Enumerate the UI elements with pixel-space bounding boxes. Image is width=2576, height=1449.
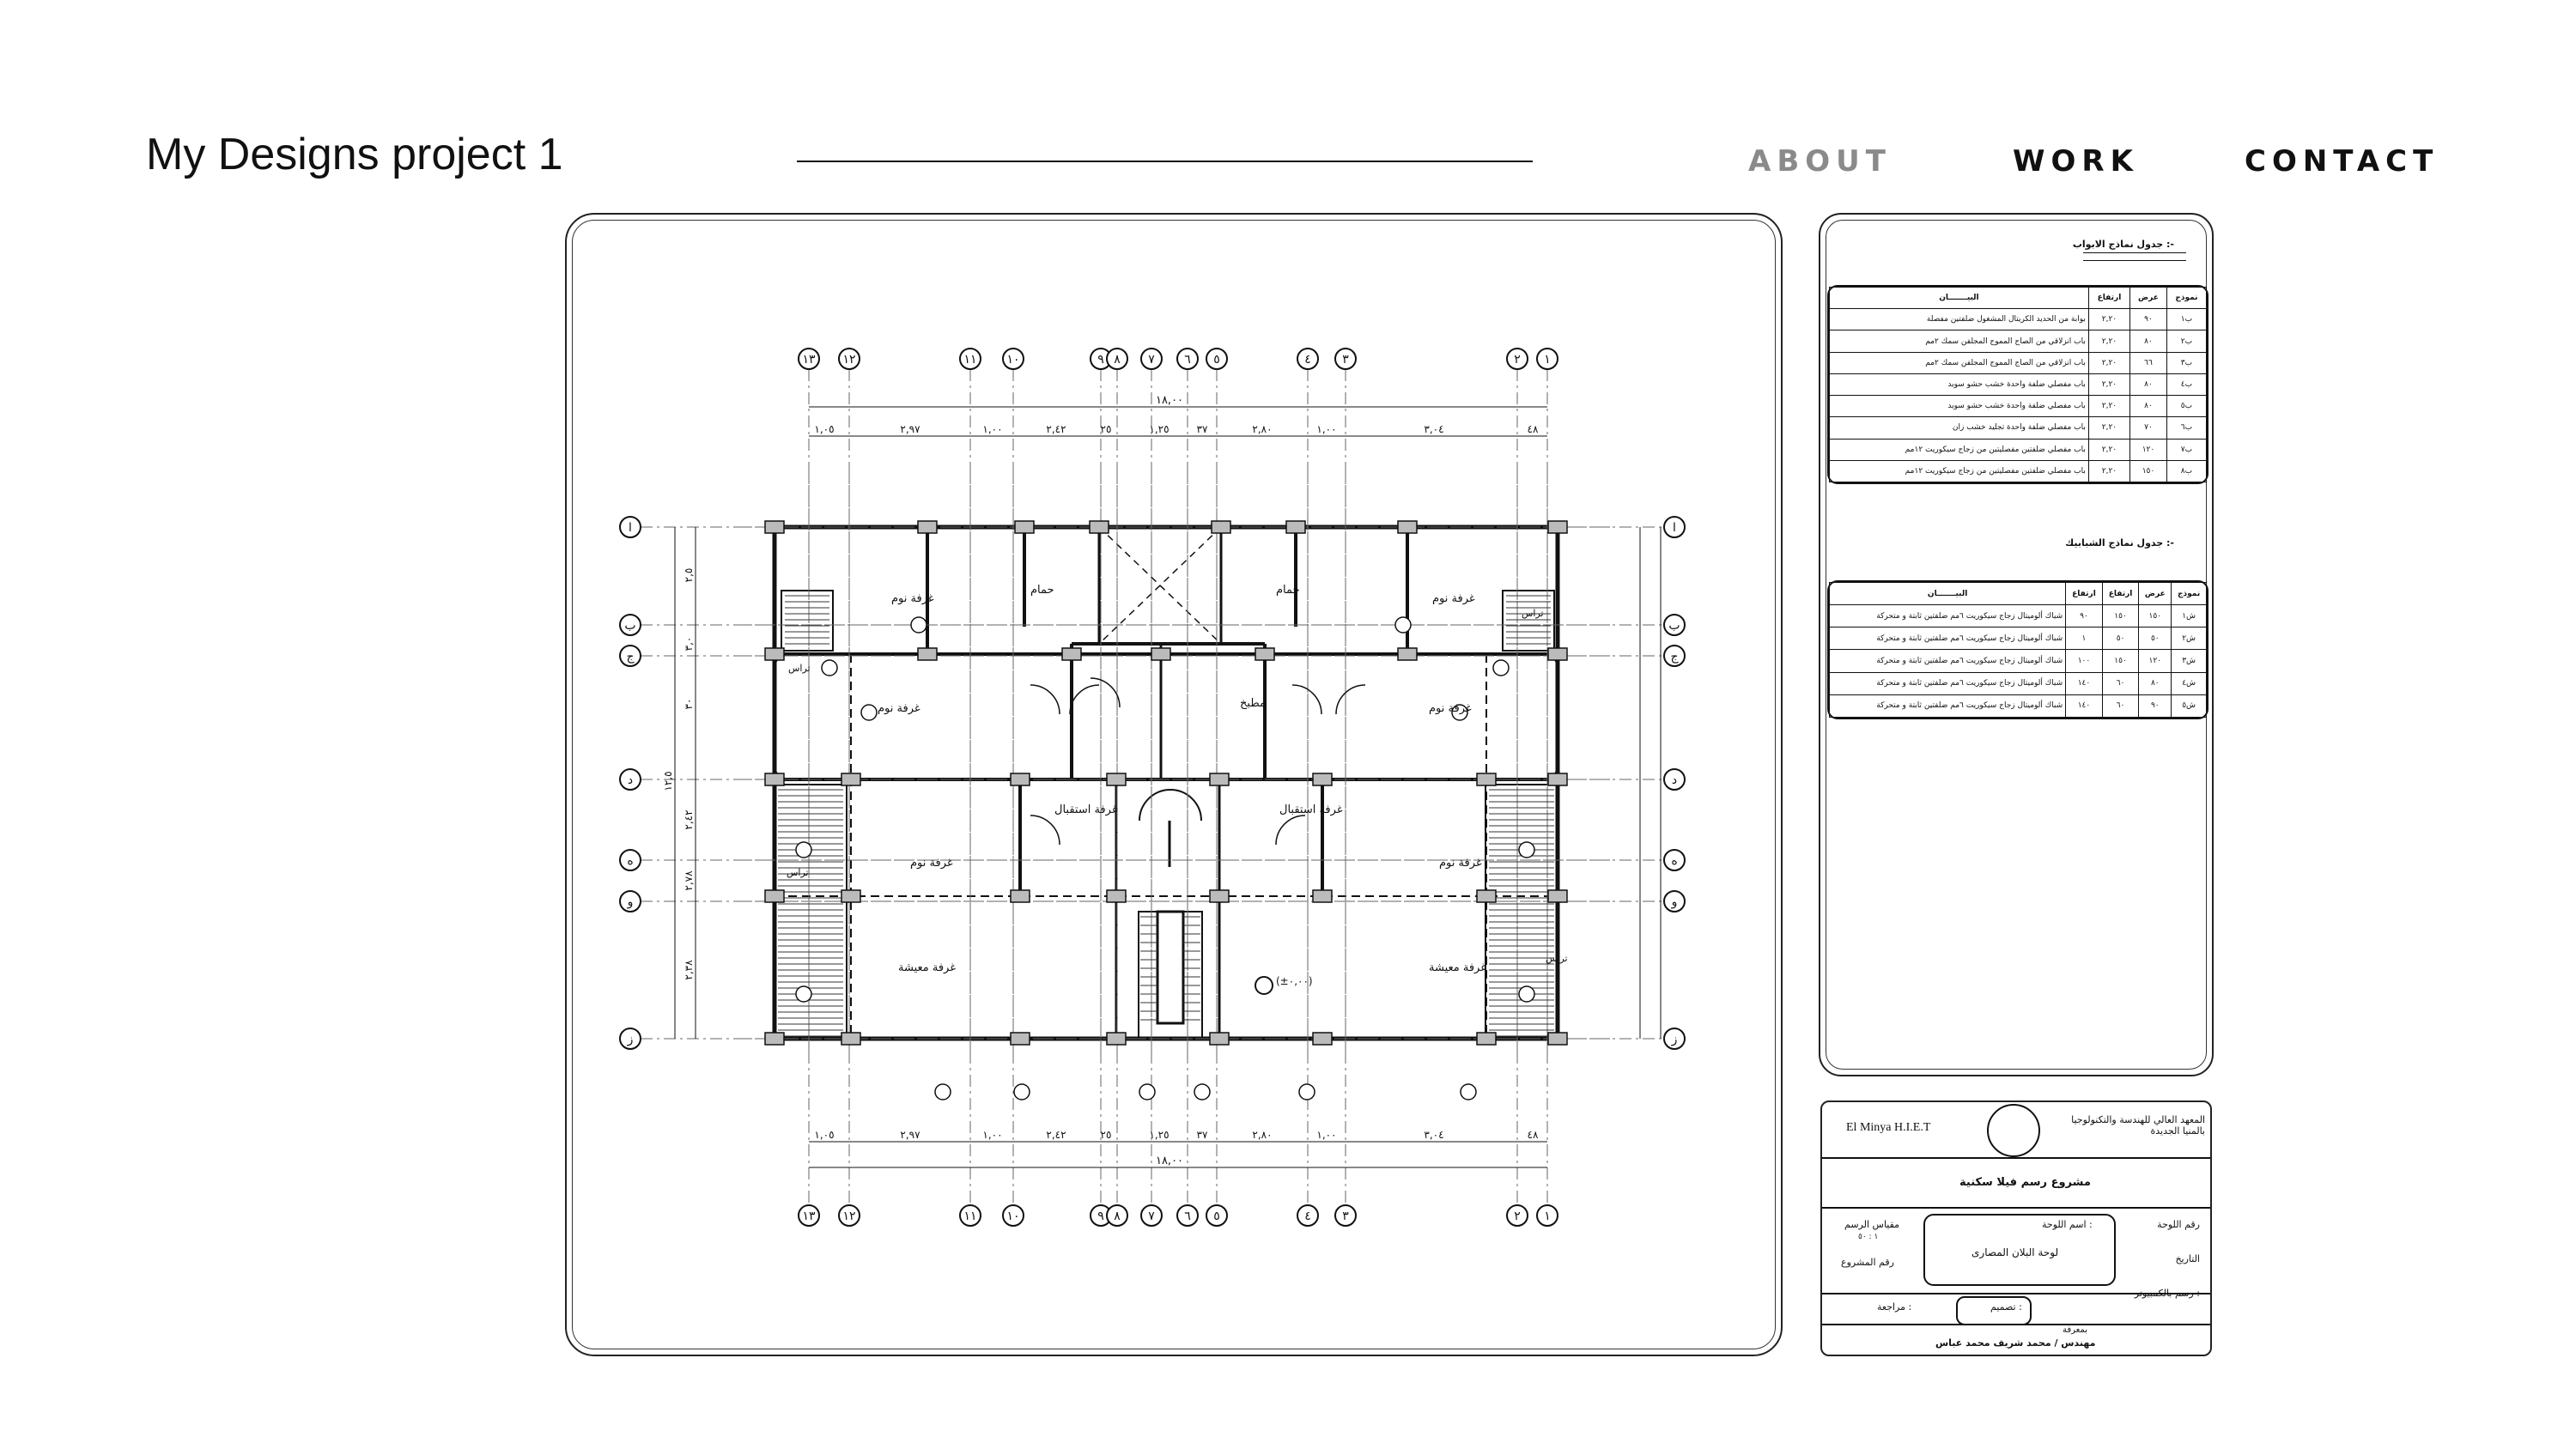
site-title: My Designs project 1 [146,130,563,179]
dimension-label: ٢٥ [1100,423,1112,435]
column [1398,648,1417,660]
row-value: ٨٠ [2130,396,2167,417]
row-value: ٢,٢٠ [2088,373,2129,395]
row-value: ٢,٢٠ [2088,460,2129,482]
room-label: غرفة نوم [910,857,953,870]
column [765,1033,784,1045]
floor-plan-drawing [567,215,1781,1355]
row-value: ب٧ [2166,439,2206,460]
column [1212,521,1230,533]
column [841,890,860,902]
header-divider [797,161,1533,162]
grid-bubble-label: ١ [1544,353,1551,367]
doors-title-underline [2083,252,2186,261]
dimension-label: ٢,٤٢ [1046,1129,1066,1141]
table-row [1830,672,2207,694]
grid-bubble-label: ١٠ [1006,353,1020,367]
dimension-label: ٣٧ [1196,1129,1208,1141]
dimension-label: ٢,٤٢ [1046,423,1066,435]
dimension-label: ١٢,٥ [662,771,674,791]
room-label: غرفة نوم [891,592,934,605]
grid-bubble-label: ا [1673,521,1676,535]
title-block [1820,1100,2212,1356]
dimension-label: ١,٠٥ [814,1129,835,1141]
grid-bubble-label: ٦ [1184,353,1191,367]
row-value: ٦٠ [2102,694,2139,717]
grid-bubble-label: ٥ [1213,353,1220,367]
dimension-label: ١,٠٠ [982,423,1003,435]
row-description: بوابة من الحديد الكريتال المشغول ضلفتين مفصلة [1830,309,2089,330]
column [1011,890,1030,902]
table-row [1830,352,2207,373]
column [841,773,860,785]
review-label: مراجعة : [1877,1301,1912,1313]
row-description: باب مفصلي ضلفتين مفصليتين من زجاج سيكوريت ١٢مم [1830,460,2089,482]
room-label: غرفة معيشة [898,961,957,974]
grid-bubble-label: ١ [1544,1210,1551,1223]
dimension-label: ١,٠٠ [1316,1129,1337,1141]
table-row [1830,373,2207,395]
row-value: ب٢ [2166,330,2206,352]
dimension-label: ٣٠ [683,698,695,710]
doors-schedule-title: جدول نماذج الابواب :- [2072,239,2174,250]
column [1090,521,1109,533]
table-row [1830,396,2207,417]
door-swing [1292,685,1321,714]
row-value: ٩٠ [2066,605,2103,627]
row-description: باب انزلاقي من الصاج المموج المجلفن سمك ٢مم [1830,330,2089,352]
floor-plan-panel [565,213,1783,1356]
project-name: مشروع رسم فيلا سكنية [1959,1176,2091,1189]
table-row [1830,605,2207,627]
doors-schedule-table [1827,285,2208,484]
row-value: ٢,٢٠ [2088,352,2129,373]
table-row [1830,627,2207,650]
column [765,890,784,902]
institute-name-en: El Minya H.I.E.T [1846,1121,1931,1134]
column-header: ارتفاع [2066,583,2103,605]
row-value: ١٢٠ [2139,650,2172,672]
row-value: ب٤ [2166,373,2206,395]
row-value: ب٥ [2166,396,2206,417]
grid-bubble-label: ز [1671,1033,1678,1046]
windows-schedule-table [1827,580,2208,719]
window-tag [822,660,837,676]
room-label: غرفة نوم [1439,857,1482,870]
row-description: باب مفصلي ضلفة واحدة خشب حشو سويد [1830,396,2089,417]
column [1151,648,1170,660]
row-value: ش٤ [2172,672,2207,694]
room-label: غرفة نوم [878,702,920,715]
dimension-label: ٢,٩٧ [900,1129,920,1141]
table-row [1830,650,2207,672]
column [1548,890,1567,902]
table-row [1830,460,2207,482]
column [1477,1033,1496,1045]
room-label: غرفة نوم [1429,702,1472,715]
dimension-label: ٢,٤٢ [683,809,695,830]
made-by-label: بمعرفة [2063,1325,2088,1335]
room-label: تراس [1546,953,1568,964]
grid-bubble-label: د [627,773,634,787]
row-value: ب١ [2166,309,2206,330]
dimension-label: ١,٠٠ [982,1129,1003,1141]
row-value: ب٦ [2166,417,2206,439]
door-swing [1336,685,1365,714]
grid-bubble-label: ١٢ [842,1210,856,1223]
grid-bubble-label: ٣ [1342,1210,1349,1223]
dimension-total-label: ١٨,٠٠ [1155,1155,1184,1167]
column [1210,1033,1229,1045]
column [1062,648,1081,660]
row-value: ٢,٢٠ [2088,309,2129,330]
window-tag [935,1084,951,1100]
grid-bubble-label: ٦ [1184,1210,1191,1223]
column-header: نموذج [2166,288,2206,309]
column-header: ارتفاع [2102,583,2139,605]
dimension-label: ٢,٨٠ [1252,1129,1273,1141]
grid-bubble-label: ج [626,650,635,664]
dimension-label: ١,٢٥ [1149,423,1170,435]
row-value: ٦٠ [2102,672,2139,694]
column [1107,773,1126,785]
row-value: ٥٠ [2139,627,2172,650]
dimension-label: ٣,٠٤ [1424,1129,1444,1141]
column [1398,521,1417,533]
row-description: باب مفصلي ضلفة واحدة تجليد خشب زان [1830,417,2089,439]
column [1548,1033,1567,1045]
table-row [1830,439,2207,460]
column [1011,773,1030,785]
row-value: ٥٠ [2102,627,2139,650]
row-description: باب مفصلي ضلفة واحدة خشب حشو سويد [1830,373,2089,395]
grid-bubble-label: ٩ [1097,1210,1104,1223]
column-header: عرض [2130,288,2167,309]
column [1210,773,1229,785]
door-swing [1070,685,1099,714]
window-tag [911,617,927,633]
window-tag [861,705,877,720]
room-label: غرفة استقبال [1279,803,1343,816]
date-label: التاريخ [2175,1253,2200,1264]
room-label: تراس [787,867,809,878]
scale-label: مقياس الرسم [1844,1219,1900,1230]
engineer-name: مهندس / محمد شريف محمد عباس [1935,1337,2096,1349]
column [1011,1033,1030,1045]
row-value: ش٣ [2172,650,2207,672]
row-value: ١٥٠ [2130,460,2167,482]
room-label: مطبخ [1240,697,1266,710]
grid-bubble-label: و [1671,895,1678,909]
dimension-label: ٤٨ [1527,1129,1539,1141]
column [1107,890,1126,902]
grid-bubble-label: ٩ [1097,353,1104,367]
column [765,773,784,785]
grid-bubble-label: ١٠ [1006,1210,1020,1223]
level-marker [1255,977,1273,994]
window-tag [1493,660,1509,676]
row-value: ١٥٠ [2102,650,2139,672]
column [1313,890,1332,902]
project-no-label: رقم المشروع [1841,1257,1894,1268]
title-block-row-divider [1822,1157,2210,1159]
nav-about-link[interactable]: ABOUT [1748,144,1892,179]
column [1548,773,1567,785]
column [1477,890,1496,902]
door-swing [1030,685,1060,714]
row-value: ٦٦ [2130,352,2167,373]
institute-logo [1987,1104,2040,1157]
dimension-label: ٢,٧٨ [683,870,695,891]
row-description: باب انزلاقي من الصاج المموج المجلفن سمك ٢مم [1830,352,2089,373]
grid-bubble-label: ٧ [1148,1210,1155,1223]
dimension-label: ٣,٠٤ [1424,423,1444,435]
window-tag [1299,1084,1315,1100]
row-description: شباك ألوميتال زجاج سيكوريت ٦مم ضلفتين ثابتة و متحركة [1830,650,2066,672]
row-value: ب٨ [2166,460,2206,482]
column-header: نموذج [2172,583,2207,605]
grid-bubble-label: ١١ [963,353,977,367]
room-label: تراس [788,663,811,674]
grid-bubble-label: ١٢ [842,353,856,367]
dimension-label: ٤٨ [1527,423,1539,435]
row-value: ١٤٠ [2066,694,2103,717]
column [1015,521,1034,533]
grid-bubble-label: ٤ [1304,353,1311,367]
title-block-row-divider [1822,1207,2210,1209]
row-value: ٢,٢٠ [2088,439,2129,460]
column [918,648,937,660]
window-tag [1194,1084,1210,1100]
door-swing [1030,815,1060,845]
row-value: ٨٠ [2130,330,2167,352]
table-row [1830,309,2207,330]
design-label: تصميم : [1990,1301,2022,1313]
grid-bubble-label: ه [627,854,634,868]
row-value: ١٠٠ [2066,650,2103,672]
grid-bubble-label: ٧ [1148,353,1155,367]
grid-bubble-label: ج [1670,650,1679,664]
dimension-label: ٢٥ [1100,1129,1112,1141]
column [765,521,784,533]
window-tag [796,842,811,858]
column [1477,773,1496,785]
row-description: شباك ألوميتال زجاج سيكوريت ٦مم ضلفتين ثابتة و متحركة [1830,627,2066,650]
dimension-total-label: ١٨,٠٠ [1155,394,1184,407]
row-value: ش١ [2172,605,2207,627]
institute-name-ar: المعهد العالي للهندسة والتكنولوجيا بالمنيا الجديدة [2071,1114,2205,1137]
row-value: ١ [2066,627,2103,650]
grid-bubble-label: ٤ [1304,1210,1311,1223]
grid-bubble-label: ٢ [1514,353,1521,367]
row-value: ١٤٠ [2066,672,2103,694]
window-tag [1395,617,1411,633]
table-row [1830,694,2207,717]
windows-schedule-title: جدول نماذج الشبابيك :- [2065,537,2174,549]
dimension-label: ٢,٩٧ [900,423,920,435]
row-description: باب مفصلي ضلفتين مفصليتين من زجاج سيكوريت ١٢مم [1830,439,2089,460]
row-value: ٢,٢٠ [2088,417,2129,439]
row-description: شباك ألوميتال زجاج سيكوريت ٦مم ضلفتين ثابتة و متحركة [1830,672,2066,694]
dimension-label: ١,٠٠ [1316,423,1337,435]
column [1548,521,1567,533]
column [1313,1033,1332,1045]
grid-bubble-label: د [1671,773,1678,787]
nav-contact-link[interactable]: CONTACT [2245,144,2439,179]
sheet-name: لوحة البلان المصارى [1971,1246,2059,1258]
row-value: ٩٠ [2130,309,2167,330]
grid-bubble-label: ١١ [963,1210,977,1223]
room-label: غرفة استقبال [1054,803,1118,816]
grid-bubble-label: ٢ [1514,1210,1521,1223]
door-swing [1091,678,1120,707]
grid-bubble-label: ١٣ [802,1210,816,1223]
column-header: البيـــــــان [1830,288,2089,309]
window-tag [1014,1084,1030,1100]
row-value: ٢,٢٠ [2088,396,2129,417]
room-label: حمام [1030,584,1054,597]
column [918,521,937,533]
grid-bubble-label: ٣ [1342,353,1349,367]
row-value: ٨٠ [2130,373,2167,395]
table-row [1830,417,2207,439]
row-value: ١٢٠ [2130,439,2167,460]
room-label: غرفة معيشة [1429,961,1487,974]
dimension-label: ٢,٨٠ [1252,423,1273,435]
window-tag [1139,1084,1155,1100]
table-row [1830,330,2207,352]
room-label: حمام [1276,584,1300,597]
grid-bubble-label: ب [624,619,636,633]
column [1255,648,1274,660]
door-swing [1276,815,1305,845]
sheet-no-label: رقم اللوحة [2157,1219,2200,1230]
column-header: عرض [2139,583,2172,605]
grid-bubble-label: ب [1668,619,1680,633]
column-header: البيـــــــان [1830,583,2066,605]
dimension-label: ٢,٣٨ [683,960,695,980]
row-value: ١٥٠ [2102,605,2139,627]
grid-bubble-label: و [627,895,634,909]
row-value: ٨٠ [2139,672,2172,694]
grid-bubble-label: ٨ [1114,353,1121,367]
grid-bubble-label: ز [627,1033,634,1046]
row-value: ١٥٠ [2139,605,2172,627]
dimension-label: ١,٢٥ [1149,1129,1170,1141]
sheet-name-label: اسم اللوحة : [2042,1219,2093,1230]
level-label: (±٠,٠٠) [1276,975,1313,987]
cad-label: رسم بالكمبيوتر : [2134,1288,2200,1299]
column [1286,521,1305,533]
row-value: ش٢ [2172,627,2207,650]
column [1548,648,1567,660]
window-tag [1519,842,1534,858]
schedules-panel [1819,213,2214,1076]
nav-work-link[interactable]: WORK [2013,144,2139,179]
dimension-label: ٢,٥ [683,567,695,583]
row-value: ش٥ [2172,694,2207,717]
grid-bubble-label: ٨ [1114,1210,1121,1223]
dimension-label: ٣,٠ [683,636,695,652]
grid-bubble-label: ا [629,521,632,535]
window-tag [1461,1084,1476,1100]
column [1313,773,1332,785]
grid-bubble-label: ١٣ [802,353,816,367]
row-value: ٩٠ [2139,694,2172,717]
row-description: شباك ألوميتال زجاج سيكوريت ٦مم ضلفتين ثابتة و متحركة [1830,694,2066,717]
window-tag [796,986,811,1002]
grid-bubble-label: ه [1671,854,1678,868]
row-value: ٧٠ [2130,417,2167,439]
scale-value: ١ : ٥٠ [1858,1233,1879,1241]
column [1210,890,1229,902]
column [1107,1033,1126,1045]
room-label: تراس [1522,608,1544,619]
row-value: ب٣ [2166,352,2206,373]
column [841,1033,860,1045]
dimension-label: ١,٠٥ [814,423,835,435]
middle-bay-walls [775,654,1558,779]
dimension-label: ٣٧ [1196,423,1208,435]
room-label: غرفة نوم [1432,592,1475,605]
column-header: ارتفاع [2088,288,2129,309]
column [765,648,784,660]
window-tag [1519,986,1534,1002]
row-value: ٢,٢٠ [2088,330,2129,352]
grid-bubble-label: ٥ [1213,1210,1220,1223]
row-description: شباك ألوميتال زجاج سيكوريت ٦مم ضلفتين ثابتة و متحركة [1830,605,2066,627]
